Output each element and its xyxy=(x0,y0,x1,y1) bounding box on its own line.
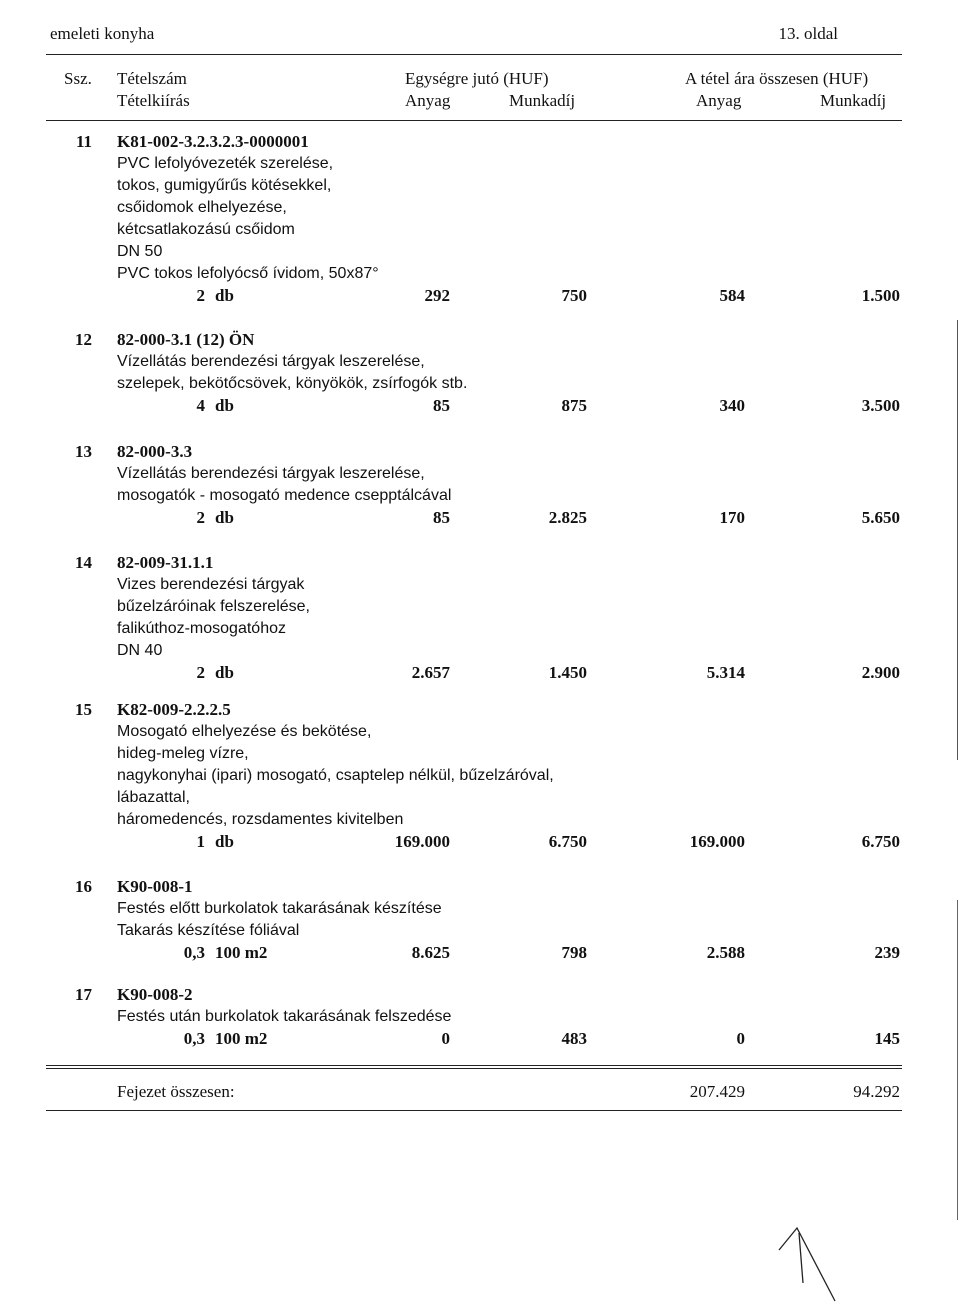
item-anyag-unit-price: 2.657 xyxy=(411,663,450,682)
item-description-line: tokos, gumigyűrűs kötésekkel, xyxy=(117,177,332,194)
item-munkadij-total: 6.750 xyxy=(861,832,900,851)
item-description-line: bűzelzáróinak felszerelése, xyxy=(117,598,310,615)
item-code: 82-009-31.1.1 xyxy=(117,553,214,572)
page-title: emeleti konyha xyxy=(50,24,155,43)
item-number: 11 xyxy=(75,132,92,151)
item-quantity: 2 xyxy=(196,286,205,305)
item-unit: db xyxy=(215,396,234,415)
item-quantity: 4 xyxy=(196,396,205,415)
header-munkadij-unit: Munkadíj xyxy=(509,91,576,110)
item-number: 17 xyxy=(75,985,92,1004)
item-unit: db xyxy=(215,832,234,851)
item-anyag-total: 584 xyxy=(719,286,745,305)
item-description-line: mosogatók - mosogató medence csepptálcával xyxy=(117,487,452,504)
item-number: 15 xyxy=(75,700,92,719)
item-description-line: PVC lefolyóvezeték szerelése, xyxy=(117,155,334,172)
item-number: 13 xyxy=(75,442,92,461)
item-code: K81-002-3.2.3.2.3-0000001 xyxy=(117,132,309,151)
item-munkadij-unit-price: 798 xyxy=(561,943,587,962)
item-code: 82-000-3.1 (12) ÖN xyxy=(117,330,255,349)
item-munkadij-total: 239 xyxy=(874,943,900,962)
total-label: Fejezet összesen: xyxy=(117,1082,235,1101)
header-ssz: Ssz. xyxy=(64,69,92,88)
item-description-line: DN 50 xyxy=(117,243,163,260)
item-number: 16 xyxy=(75,877,92,896)
item-code: K82-009-2.2.2.5 xyxy=(117,700,231,719)
header-anyag-total: Anyag xyxy=(696,91,742,110)
item-munkadij-unit-price: 1.450 xyxy=(548,663,587,682)
item-description-line: kétcsatlakozású csőidom xyxy=(117,221,295,238)
divider xyxy=(46,1065,902,1066)
item-description-line: csőidomok elhelyezése, xyxy=(117,199,287,216)
item-anyag-unit-price: 85 xyxy=(433,508,450,527)
item-quantity: 0,3 xyxy=(183,943,205,962)
pen-mark xyxy=(775,1225,845,1305)
item-code: 82-000-3.3 xyxy=(117,442,193,461)
item-description-line: Vízellátás berendezési tárgyak leszerelése, xyxy=(117,465,425,482)
item-unit: db xyxy=(215,286,234,305)
item-quantity: 0,3 xyxy=(183,1029,205,1048)
header-munkadij-total: Munkadíj xyxy=(820,91,887,110)
header-anyag-unit: Anyag xyxy=(405,91,451,110)
header-total-price: A tétel ára összesen (HUF) xyxy=(685,69,869,88)
scan-edge-line xyxy=(957,900,958,1220)
item-anyag-unit-price: 85 xyxy=(433,396,450,415)
item-description-line: falikúthoz-mosogatóhoz xyxy=(117,620,286,637)
item-anyag-unit-price: 292 xyxy=(424,286,450,305)
item-quantity: 2 xyxy=(196,508,205,527)
item-number: 14 xyxy=(75,553,92,572)
item-description-line: PVC tokos lefolyócső ívidom, 50x87° xyxy=(117,265,379,282)
item-munkadij-unit-price: 750 xyxy=(561,286,587,305)
item-description-line: háromedencés, rozsdamentes kivitelben xyxy=(117,811,404,828)
item-anyag-total: 5.314 xyxy=(706,663,745,682)
divider xyxy=(46,1068,902,1069)
item-description-line: Vizes berendezési tárgyak xyxy=(117,576,305,593)
item-anyag-total: 0 xyxy=(736,1029,745,1048)
item-munkadij-unit-price: 483 xyxy=(561,1029,587,1048)
item-description-line: Festés után burkolatok takarásának felszedése xyxy=(117,1008,452,1025)
header-tetelszam: Tételszám xyxy=(117,69,187,88)
item-number: 12 xyxy=(75,330,92,349)
item-unit: db xyxy=(215,663,234,682)
item-description-line: DN 40 xyxy=(117,642,163,659)
divider xyxy=(46,1110,902,1111)
item-anyag-unit-price: 8.625 xyxy=(411,943,450,962)
item-description-line: Mosogató elhelyezése és bekötése, xyxy=(117,723,372,740)
scan-edge-line xyxy=(957,320,958,760)
item-quantity: 1 xyxy=(196,832,205,851)
item-unit: 100 m2 xyxy=(215,943,268,962)
header-unit-price: Egységre jutó (HUF) xyxy=(405,69,549,88)
header-tetelkiiras: Tételkiírás xyxy=(117,91,190,110)
item-anyag-unit-price: 0 xyxy=(441,1029,450,1048)
divider xyxy=(46,120,902,121)
item-description-line: szelepek, bekötőcsövek, könyökök, zsírfogók stb. xyxy=(117,375,468,392)
item-munkadij-unit-price: 2.825 xyxy=(548,508,587,527)
item-code: K90-008-2 xyxy=(117,985,193,1004)
item-description-line: lábazattal, xyxy=(117,789,190,806)
item-anyag-unit-price: 169.000 xyxy=(394,832,450,851)
item-quantity: 2 xyxy=(196,663,205,682)
item-unit: 100 m2 xyxy=(215,1029,268,1048)
item-munkadij-total: 145 xyxy=(874,1029,900,1048)
item-munkadij-unit-price: 875 xyxy=(561,396,587,415)
item-description-line: nagykonyhai (ipari) mosogató, csaptelep nélkül, bűzelzáróval, xyxy=(117,767,554,784)
item-description-line: hideg-meleg vízre, xyxy=(117,745,249,762)
item-anyag-total: 340 xyxy=(719,396,745,415)
item-description-line: Takarás készítése fóliával xyxy=(117,922,300,939)
item-description-line: Vízellátás berendezési tárgyak leszerelése, xyxy=(117,353,425,370)
item-munkadij-unit-price: 6.750 xyxy=(548,832,587,851)
total-munkadij: 94.292 xyxy=(853,1082,900,1101)
item-code: K90-008-1 xyxy=(117,877,193,896)
divider xyxy=(46,54,902,55)
item-munkadij-total: 3.500 xyxy=(861,396,900,415)
item-unit: db xyxy=(215,508,234,527)
item-munkadij-total: 1.500 xyxy=(861,286,900,305)
item-anyag-total: 169.000 xyxy=(689,832,745,851)
page-number: 13. oldal xyxy=(778,24,838,43)
total-anyag: 207.429 xyxy=(689,1082,745,1101)
item-anyag-total: 170 xyxy=(719,508,745,527)
item-description-line: Festés előtt burkolatok takarásának készítése xyxy=(117,900,442,917)
item-munkadij-total: 2.900 xyxy=(861,663,900,682)
item-anyag-total: 2.588 xyxy=(706,943,745,962)
item-munkadij-total: 5.650 xyxy=(861,508,900,527)
